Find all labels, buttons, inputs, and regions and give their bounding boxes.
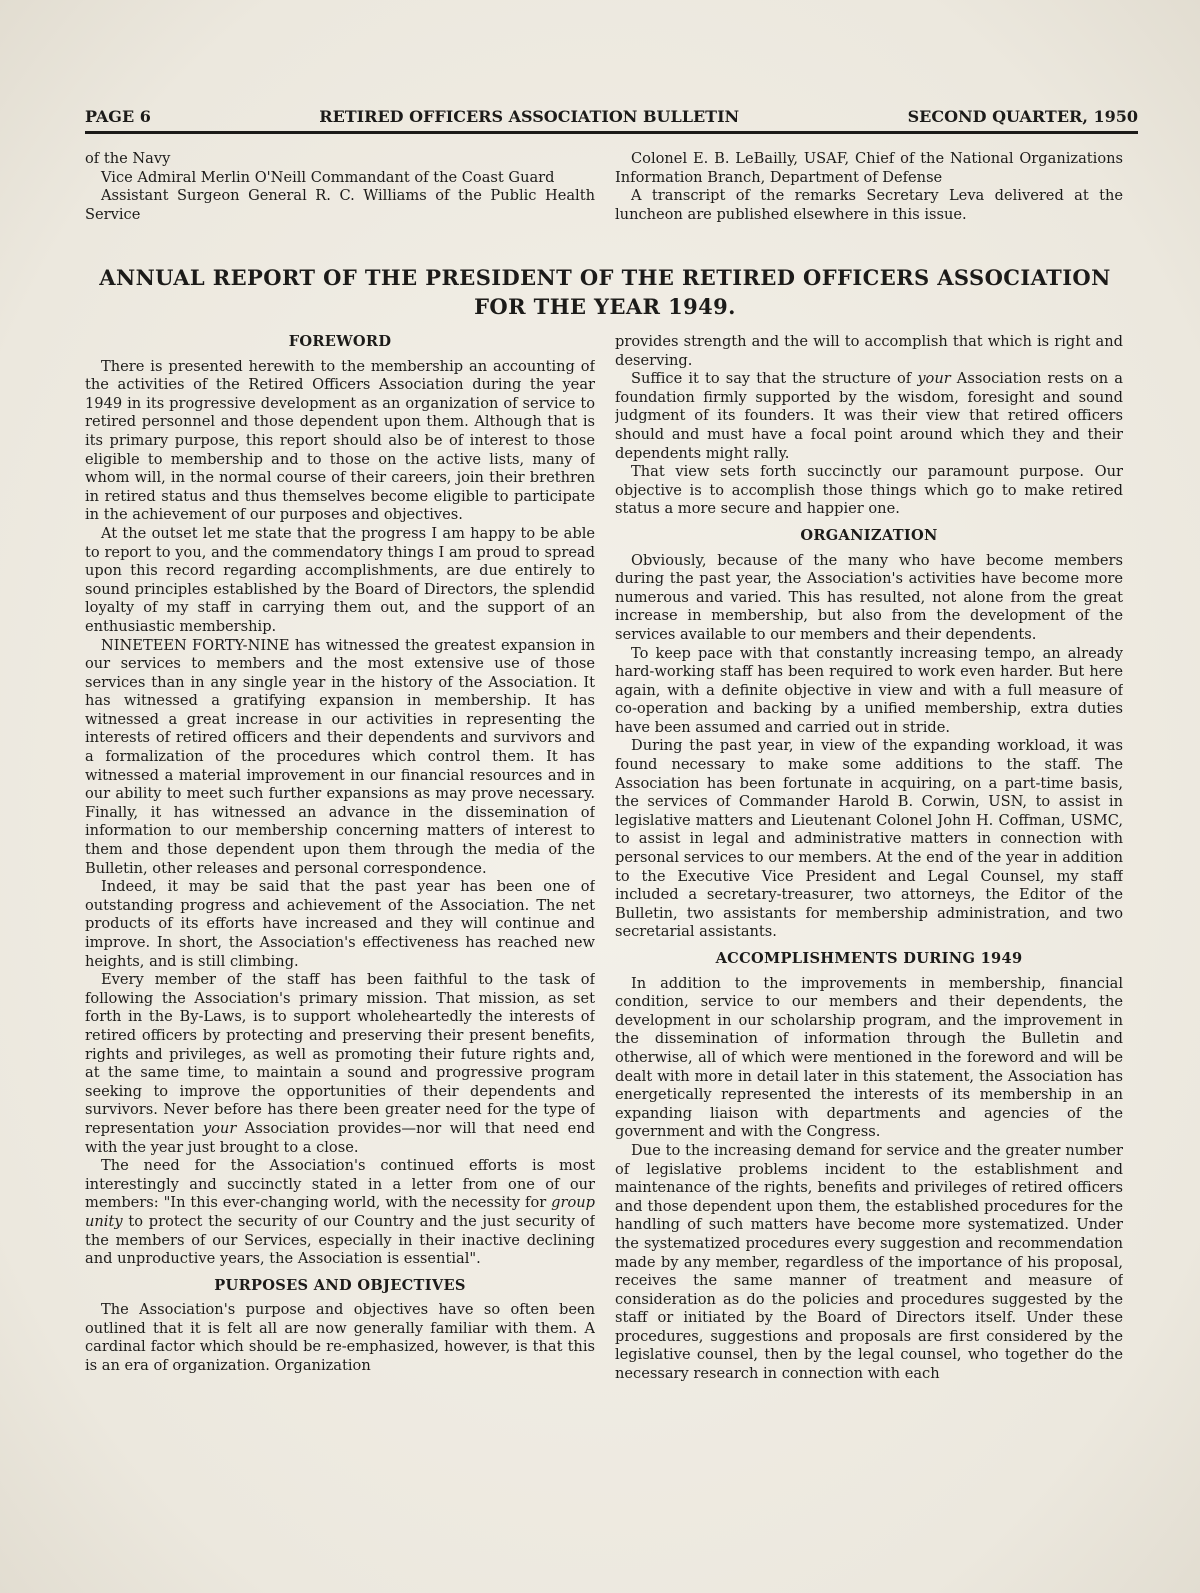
left-column xyxy=(85,333,595,1483)
paragraph: Indeed, it may be said that the past year has been one of outstanding progress and achievement of the Association. The net products of its efforts have increased and they will continue and improve. In short, the Association's effectiveness has reached new heights, and is still climbing. xyxy=(85,878,595,970)
top-left-continuation xyxy=(85,150,595,224)
issue-date: SECOND QUARTER, 1950 xyxy=(907,107,1138,126)
paragraph: A transcript of the remarks Secretary Leva delivered at the luncheon are published elsewhere in this issue. xyxy=(615,187,1123,223)
page-number: PAGE 6 xyxy=(85,107,151,126)
paragraph: Obviously, because of the many who have become members during the past year, the Association's activities have become more numerous and varied. This has resulted, not alone from the great increase in membership, but also from the development of the services available to our members and their dependents. xyxy=(615,551,1123,643)
emphasis: your xyxy=(917,370,951,388)
emphasis: group unity xyxy=(85,1194,595,1230)
page-header xyxy=(85,96,1138,134)
paragraph: The Association's purpose and objectives have so often been outlined that it is felt all are now generally familiar with them. A cardinal factor which should be re-emphasized, however, is that this is an era of organization. Organization xyxy=(85,1301,595,1375)
paragraph: Every member of the staff has been faithful to the task of following the Association's primary mission. That mission, as set forth in the By-Laws, is to support wholeheartedly the interests of retired officers by protecting and preserving their present benefits, rights and privileges, as well as promoting their future rights and, at the same time, to maintain a sound and progressive program seeking to improve the opportunities of their dependents and survivors. Never before has there been greater need for the type of representation your Association provides—nor will that need end with the year just brought to a close. xyxy=(85,971,595,1156)
section-heading-organization: ORGANIZATION xyxy=(800,526,938,544)
section-heading-foreword: FOREWORD xyxy=(288,333,392,350)
paragraph: NINETEEN FORTY-NINE has witnessed the greatest expansion in our services to members and the most extensive use of those services than in any single year in the history of the Association. It has witnessed a gratifying expansion in membership. It has witnessed a great increase in our activities in representing the interests of retired officers and their dependents and survivors and a formalization of the procedures which control them. It has witnessed a material improvement in our financial resources and in our ability to meet such further expansions as may prove necessary. Finally, it has witnessed an advance in the dissemination of information to our membership concerning matters of interest to them and those dependent upon them through the media of the Bulletin, other releases and personal correspondence. xyxy=(85,636,595,877)
section-heading-accomplishments: ACCOMPLISHMENTS DURING 1949 xyxy=(715,950,1023,967)
right-column xyxy=(615,333,1123,1483)
article-title: ANNUAL REPORT OF THE PRESIDENT OF THE RETIRED OFFICERS ASSOCIATION FOR THE YEAR 1949. xyxy=(99,265,1111,319)
emphasis: your xyxy=(202,1119,237,1137)
top-right-continuation xyxy=(615,150,1123,224)
list-item: Assistant Surgeon General R. C. Williams of the Public Health Service xyxy=(85,187,595,223)
paragraph: Suffice it to say that the structure of your Association rests on a foundation firmly supported by the wisdom, foresight and sound judgment of its founders. It was their view that retired officers should and must have a focal point around which they and their dependents might rally. xyxy=(615,370,1123,462)
paragraph: There is presented herewith to the membership an accounting of the activities of the Retired Officers Association during the year 1949 in its progressive development as an organization of service to retired personnel and those dependent upon them. Although that is its primary purpose, this report should also be of interest to those eligible to membership and to those on the active lists, many of whom will, in the normal course of their careers, join their brethren in retired status and thus themselves become eligible to participate in the achievement of our purposes and objectives. xyxy=(85,357,595,524)
publication-title: RETIRED OFFICERS ASSOCIATION BULLETIN xyxy=(319,107,740,126)
section-heading-purposes: PURPOSES AND OBJECTIVES xyxy=(214,1276,466,1294)
paragraph: That view sets forth succinctly our paramount purpose. Our objective is to accomplish those things which go to make retired status a more secure and happier one. xyxy=(615,463,1123,518)
paragraph: To keep pace with that constantly increasing tempo, an already hard-working staff has been required to work even harder. But here again, with a definite objective in view and with a full measure of co-operation and backing by a unified membership, extra duties have been assumed and carried out in stride. xyxy=(615,644,1123,736)
paragraph: In addition to the improvements in membership, financial condition, service to our members and their dependents, the development in our scholarship program, and the improvement in the dissemination of information through the Bulletin and otherwise, all of which were mentioned in the foreword and will be dealt with more in detail later in this statement, the Association has energetically represented the interests of its membership in an expanding liaison with departments and agencies of the government and with the Congress. xyxy=(615,974,1123,1141)
list-item: Colonel E. B. LeBailly, USAF, Chief of the National Organizations Information Branch, Department of Defense xyxy=(615,150,1123,186)
paragraph: Due to the increasing demand for service and the greater number of legislative problems incident to the establishment and maintenance of the rights, benefits and privileges of retired officers and those dependent upon them, the established procedures for the handling of such matters have become more systematized. Under the systematized procedures every suggestion and recommendation made by any member, regardless of the importance of his proposal, receives the same manner of treatment and measure of consideration as do the policies and procedures suggested by the staff or initiated by the Board of Directors itself. Under these procedures, suggestions and proposals are first considered by the legislative counsel, then by the legal counsel, who together do the necessary research in connection with each xyxy=(615,1141,1123,1383)
list-item: of the Navy xyxy=(85,150,171,167)
paragraph: The need for the Association's continued efforts is most interestingly and succinctly stated in a letter from one of our members: "In this ever-changing world, with the necessity for group unity to protect the security of our Country and the just security of the members of our Services, especially in their inactive declining and unproductive years, the Association is essential". xyxy=(85,1157,595,1268)
paragraph: At the outset let me state that the progress I am happy to be able to report to you, and the commendatory things I am proud to spread upon this record regarding accomplishments, are due entirely to sound principles established by the Board of Directors, the splendid loyalty of my staff in carrying them out, and the support of an enthusiastic membership. xyxy=(85,524,595,635)
paragraph: During the past year, in view of the expanding workload, it was found necessary to make some additions to the staff. The Association has been fortunate in acquiring, on a part-time basis, the services of Commander Harold B. Corwin, USN, to assist in legislative matters and Lieutenant Colonel John H. Coffman, USMC, to assist in legal and administrative matters in connection with personal services to our members. At the end of the year in addition to the Executive Vice President and Legal Counsel, my staff included a secretary-treasurer, two attorneys, the Editor of the Bulletin, two assistants for membership administration, and two secretarial assistants. xyxy=(615,737,1123,941)
paragraph: provides strength and the will to accomplish that which is right and deserving. xyxy=(615,333,1123,369)
list-item: Vice Admiral Merlin O'Neill Commandant of the Coast Guard xyxy=(101,168,555,186)
